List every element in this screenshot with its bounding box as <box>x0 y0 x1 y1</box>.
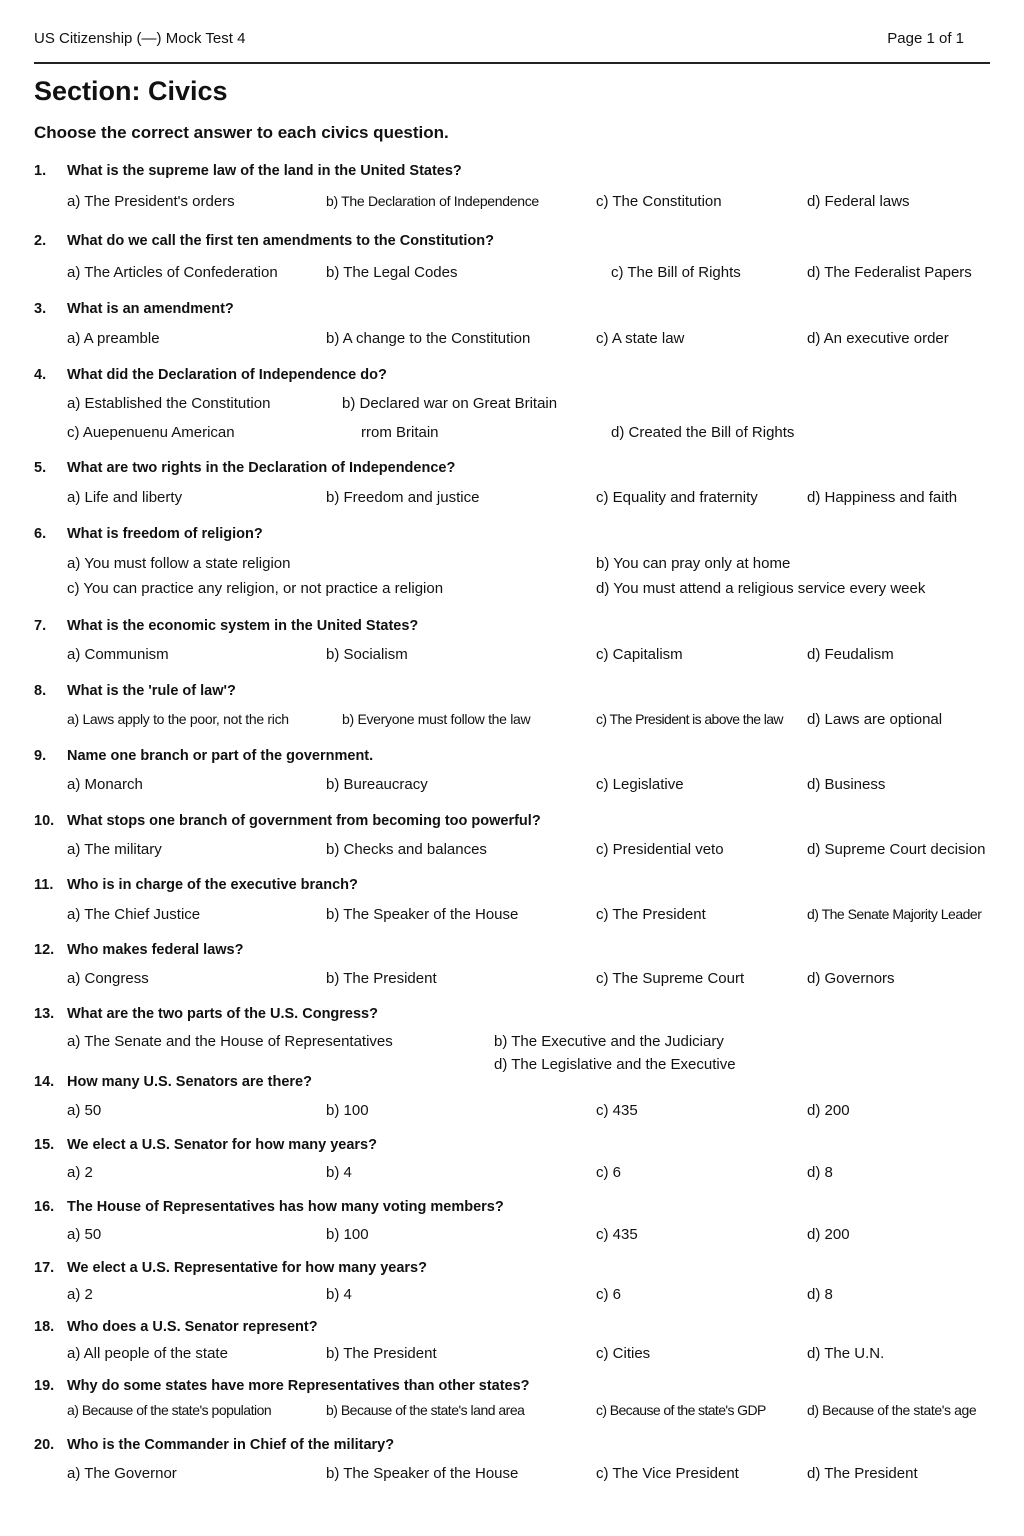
answer-option-c-continued[interactable]: rrom Britain <box>361 424 439 441</box>
answer-option-b[interactable]: b) 100 <box>326 1226 369 1243</box>
answer-option-b[interactable]: b) You can pray only at home <box>596 555 791 572</box>
answer-option-a[interactable]: a) 50 <box>67 1226 102 1243</box>
question-text: What is the supreme law of the land in the United States? <box>67 163 462 179</box>
answer-option-d[interactable]: d) Because of the state's age <box>807 1402 977 1418</box>
answer-option-b[interactable]: b) The Speaker of the House <box>326 906 519 923</box>
question-number: 4. <box>34 367 47 383</box>
answer-option-b[interactable]: b) The Declaration of Independence <box>326 193 539 209</box>
answer-option-d[interactable]: d) Happiness and faith <box>807 489 958 506</box>
answer-option-d[interactable]: d) The U.N. <box>807 1345 885 1362</box>
question-number: 5. <box>34 460 47 476</box>
answer-option-c[interactable]: c) You can practice any religion, or not practice a religion <box>67 580 444 597</box>
answer-option-c[interactable]: c) Because of the state's GDP <box>596 1402 766 1418</box>
question-number: 20. <box>34 1437 55 1453</box>
answer-option-a[interactable]: a) The Chief Justice <box>67 906 201 923</box>
answer-option-b[interactable]: b) Bureaucracy <box>326 776 428 793</box>
answer-option-a[interactable]: a) 50 <box>67 1102 102 1119</box>
answer-option-a[interactable]: a) The Governor <box>67 1465 177 1482</box>
answer-option-c[interactable]: c) The Bill of Rights <box>611 264 741 281</box>
answer-option-c[interactable]: c) The Constitution <box>596 193 722 210</box>
answer-option-b[interactable]: b) Everyone must follow the law <box>342 711 531 727</box>
answer-option-c[interactable]: c) 6 <box>596 1286 622 1303</box>
answer-option-d[interactable]: d) The Legislative and the Executive <box>494 1056 736 1073</box>
answer-option-a[interactable]: a) Established the Constitution <box>67 395 271 412</box>
question-number: 19. <box>34 1378 55 1394</box>
question-text: Who is the Commander in Chief of the military? <box>67 1437 395 1453</box>
question-number: 12. <box>34 942 55 958</box>
question-number: 11. <box>34 877 54 893</box>
answer-option-a[interactable]: a) 2 <box>67 1286 93 1303</box>
question-text: We elect a U.S. Representative for how many years? <box>67 1260 427 1276</box>
answer-option-d[interactable]: d) An executive order <box>807 330 949 347</box>
question-text: What is the economic system in the United States? <box>67 618 419 634</box>
answer-option-d[interactable]: d) 8 <box>807 1164 833 1181</box>
answer-option-d[interactable]: d) Governors <box>807 970 895 987</box>
question-number: 10. <box>34 813 55 829</box>
answer-option-d[interactable]: d) 200 <box>807 1102 850 1119</box>
question-text: Who makes federal laws? <box>67 942 244 958</box>
question-number: 2. <box>34 233 47 249</box>
header-divider <box>34 62 990 64</box>
answer-option-b[interactable]: b) Checks and balances <box>326 841 487 858</box>
answer-option-b[interactable]: b) The Speaker of the House <box>326 1465 519 1482</box>
answer-option-b[interactable]: b) Declared war on Great Britain <box>342 395 558 412</box>
answer-option-b[interactable]: b) The Executive and the Judiciary <box>494 1033 724 1050</box>
answer-option-d[interactable]: d) Supreme Court decision <box>807 841 986 858</box>
answer-option-b[interactable]: b) 100 <box>326 1102 369 1119</box>
question-text: What are two rights in the Declaration of Independence? <box>67 460 456 476</box>
answer-option-a[interactable]: a) The President's orders <box>67 193 235 210</box>
answer-option-a[interactable]: a) All people of the state <box>67 1345 228 1362</box>
answer-option-a[interactable]: a) Because of the state's population <box>67 1402 272 1418</box>
document-title: US Citizenship (—) Mock Test 4 <box>34 30 246 47</box>
answer-option-c[interactable]: c) Auepenuenu American <box>67 424 235 441</box>
answer-option-b[interactable]: b) Freedom and justice <box>326 489 480 506</box>
question-text: What is the 'rule of law'? <box>67 683 236 699</box>
answer-option-c[interactable]: c) The Supreme Court <box>596 970 745 987</box>
answer-option-b[interactable]: b) The Legal Codes <box>326 264 458 281</box>
answer-option-d[interactable]: d) Feudalism <box>807 646 894 663</box>
answer-option-d[interactable]: d) 8 <box>807 1286 833 1303</box>
question-text: What stops one branch of government from becoming too powerful? <box>67 813 541 829</box>
question-text: What is an amendment? <box>67 301 234 317</box>
question-text: How many U.S. Senators are there? <box>67 1074 312 1090</box>
question-number: 6. <box>34 526 47 542</box>
question-number: 18. <box>34 1319 55 1335</box>
answer-option-d[interactable]: d) Laws are optional <box>807 711 943 728</box>
answer-option-d[interactable]: d) Created the Bill of Rights <box>611 424 795 441</box>
question-text: Who does a U.S. Senator represent? <box>67 1319 318 1335</box>
question-text: The House of Representatives has how many voting members? <box>67 1199 504 1215</box>
question-number: 1. <box>34 163 47 179</box>
answer-option-a[interactable]: a) Laws apply to the poor, not the rich <box>67 711 289 727</box>
question-text: What do we call the first ten amendments to the Constitution? <box>67 233 494 249</box>
question-number: 13. <box>34 1006 55 1022</box>
question-text: What are the two parts of the U.S. Congress? <box>67 1006 378 1022</box>
question-text: What is freedom of religion? <box>67 526 263 542</box>
answer-option-d[interactable]: d) The President <box>807 1465 918 1482</box>
answer-option-a[interactable]: a) The Senate and the House of Representatives <box>67 1033 393 1050</box>
answer-option-d[interactable]: d) Business <box>807 776 886 793</box>
answer-option-d[interactable]: d) The Federalist Papers <box>807 264 972 281</box>
answer-option-a[interactable]: a) Congress <box>67 970 149 987</box>
answer-option-a[interactable]: a) A preamble <box>67 330 160 347</box>
question-number: 14. <box>34 1074 55 1090</box>
instructions: Choose the correct answer to each civics question. <box>34 123 449 142</box>
answer-option-a[interactable]: a) You must follow a state religion <box>67 555 291 572</box>
question-text: What did the Declaration of Independence do? <box>67 367 387 383</box>
answer-option-b[interactable]: b) 4 <box>326 1286 352 1303</box>
answer-option-d[interactable]: d) The Senate Majority Leader <box>807 906 982 922</box>
answer-option-b[interactable]: b) Socialism <box>326 646 408 663</box>
section-title: Section: Civics <box>34 76 228 106</box>
answer-option-b[interactable]: b) 4 <box>326 1164 352 1181</box>
question-number: 7. <box>34 618 47 634</box>
page-number: Page 1 of 1 <box>887 30 964 47</box>
answer-option-c[interactable]: c) Presidential veto <box>596 841 724 858</box>
answer-option-c[interactable]: c) 435 <box>596 1102 638 1119</box>
answer-option-c[interactable]: c) The President is above the law <box>596 711 783 727</box>
question-number: 16. <box>34 1199 55 1215</box>
answer-option-d[interactable]: d) Federal laws <box>807 193 910 210</box>
answer-option-c[interactable]: c) Cities <box>596 1345 651 1362</box>
answer-option-a[interactable]: a) Monarch <box>67 776 143 793</box>
answer-option-d[interactable]: d) You must attend a religious service every week <box>596 580 926 597</box>
answer-option-b[interactable]: b) Because of the state's land area <box>326 1402 525 1418</box>
question-number: 3. <box>34 301 47 317</box>
answer-option-c[interactable]: c) A state law <box>596 330 685 347</box>
answer-option-b[interactable]: b) The President <box>326 970 437 987</box>
question-number: 15. <box>34 1137 55 1153</box>
answer-option-c[interactable]: c) Equality and fraternity <box>596 489 758 506</box>
answer-option-c[interactable]: c) 6 <box>596 1164 622 1181</box>
answer-option-a[interactable]: a) The Articles of Confederation <box>67 264 278 281</box>
question-number: 8. <box>34 683 47 699</box>
answer-option-b[interactable]: b) The President <box>326 1345 437 1362</box>
answer-option-c[interactable]: c) Legislative <box>596 776 684 793</box>
question-text: Name one branch or part of the government. <box>67 748 374 764</box>
answer-option-a[interactable]: a) The military <box>67 841 162 858</box>
page-header <box>34 30 964 52</box>
question-number: 17. <box>34 1260 55 1276</box>
answer-option-c[interactable]: c) Capitalism <box>596 646 683 663</box>
answer-option-b[interactable]: b) A change to the Constitution <box>326 330 531 347</box>
answer-option-c[interactable]: c) The Vice President <box>596 1465 739 1482</box>
answer-option-a[interactable]: a) Life and liberty <box>67 489 183 506</box>
answer-option-c[interactable]: c) The President <box>596 906 706 923</box>
answer-option-d[interactable]: d) 200 <box>807 1226 850 1243</box>
question-text: Who is in charge of the executive branch? <box>67 877 358 893</box>
answer-option-c[interactable]: c) 435 <box>596 1226 638 1243</box>
question-text: We elect a U.S. Senator for how many years? <box>67 1137 377 1153</box>
answer-option-a[interactable]: a) 2 <box>67 1164 93 1181</box>
question-number: 9. <box>34 748 47 764</box>
answer-option-a[interactable]: a) Communism <box>67 646 169 663</box>
question-text: Why do some states have more Representatives than other states? <box>67 1378 530 1394</box>
